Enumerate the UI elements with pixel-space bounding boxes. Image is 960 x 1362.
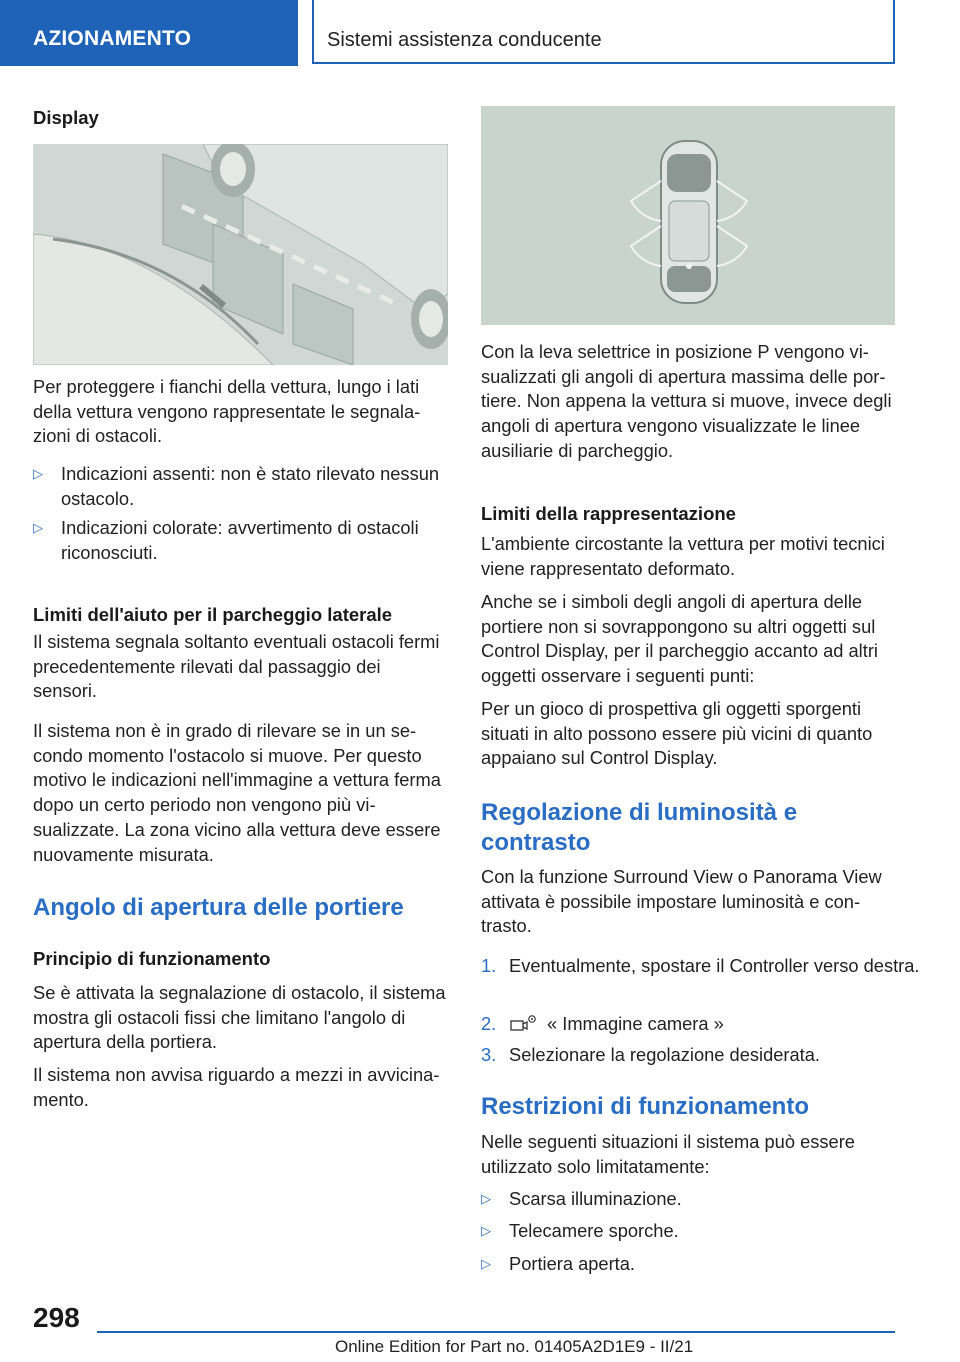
footer-divider [97, 1331, 895, 1333]
side-parking-limits-heading: Limiti dell'aiuto per il parcheggio laterale [33, 604, 393, 625]
display-paragraph: Per proteggere i fianchi della vettura, lungo i lati della vettura vengono rappresentate le segnalazioni di ostacoli. [33, 376, 421, 447]
bullet-item [33, 516, 476, 565]
side-parking-limits-paragraph: Il sistema segnala soltanto eventuali ostacoli fermi precedentemente rilevati dal passaggio dei sensori. [33, 631, 440, 702]
section-title: AZIONAMENTO [33, 27, 192, 50]
representation-limits-paragraph: L'ambiente circostante la vettura per motivi tecnici viene rappresentato deformato. [481, 533, 885, 579]
chapter-title: Sistemi assistenza conducente [327, 29, 602, 51]
triangle-right-icon: ▷ [33, 520, 43, 535]
triangle-right-icon: ▷ [481, 1191, 491, 1206]
brightness-contrast-paragraph: Con la funzione Surround View o Panorama View attivata è possibile impostare luminosità e contrasto. [481, 866, 882, 937]
camera-gear-icon [509, 1014, 539, 1032]
section-tab [0, 0, 298, 66]
bullet-text: Telecamere sporche. [509, 1220, 679, 1241]
side-parking-illustration [33, 144, 448, 365]
bullet-item [481, 1252, 924, 1277]
brightness-contrast-heading-line1: Regolazione di luminosità e [481, 799, 798, 826]
door-angle-illustration [481, 106, 895, 325]
door-angle-paragraph: Con la leva selettrice in posizione P vengono visualizzati gli angoli di apertura massima delle portiere. Non appena la vettura si muove, invece degli angoli di apertura vengono visualizzate le linee ausiliarie di parcheggio. [481, 341, 892, 461]
bullet-text: Scarsa illuminazione. [509, 1188, 682, 1209]
door-opening-angle-heading: Angolo di apertura delle portiere [33, 894, 404, 921]
step-number: 3. [481, 1044, 497, 1065]
step-item [481, 1043, 924, 1068]
bullet-text: Portiera aperta. [509, 1253, 636, 1274]
bullet-text: Indicazioni assenti: non è stato rilevato nessun ostacolo. [61, 463, 440, 509]
bullet-item [481, 1219, 924, 1244]
bullet-text: Indicazioni colorate: avvertimento di ostacoli riconosciuti. [61, 517, 419, 563]
operating-principle-paragraph: Se è attivata la segnalazione di ostacolo, il sistema mostra gli ostacoli fissi che limitano l'angolo di apertura della portiera. [33, 982, 446, 1053]
step-text: Eventualmente, spostare il Controller verso destra. [509, 955, 920, 976]
side-parking-limits-paragraph: Il sistema non è in grado di rilevare se in un secondo momento l'ostacolo si muove. Per questo motivo le indicazioni nell'immagine a vettura ferma dopo un certo periodo non vengono più visualizzate. La zona vicino alla vettura deve essere nuovamente misurata. [33, 720, 441, 865]
edition-footer: Online Edition for Part no. 01405A2D1E9 - II/21 [335, 1337, 694, 1356]
operating-principle-paragraph: Il sistema non avvisa riguardo a mezzi in avvicinamento. [33, 1064, 440, 1110]
car-top-view-icon [481, 106, 895, 325]
step-item [481, 954, 924, 979]
triangle-right-icon: ▷ [481, 1256, 491, 1271]
bullet-item [481, 1187, 924, 1212]
operating-restrictions-heading: Restrizioni di funzionamento [481, 1093, 809, 1120]
operating-restrictions-paragraph: Nelle seguenti situazioni il sistema può essere utilizzato solo limitatamente: [481, 1131, 855, 1177]
representation-limits-paragraph: Per un gioco di prospettiva gli oggetti sporgenti situati in alto possono essere più vicini di quanto appaiano sul Control Display. [481, 698, 873, 769]
side-parking-image-icon [33, 144, 448, 365]
triangle-right-icon: ▷ [481, 1223, 491, 1238]
representation-limits-paragraph: Anche se i simboli degli angoli di apertura delle portiere non si sovrappongono su altri oggetti sul Control Display, per il parcheggio accanto ad altri oggetti osservare i seguenti punti: [481, 591, 878, 687]
step-number: 1. [481, 955, 497, 976]
step-text: Selezionare la regolazione desiderata. [509, 1044, 820, 1065]
brightness-contrast-heading-line2: contrasto [481, 829, 591, 856]
display-heading: Display [33, 107, 99, 128]
operating-principle-heading: Principio di funzionamento [33, 948, 271, 969]
page-number: 298 [33, 1302, 80, 1333]
brightness-contrast-heading [481, 798, 896, 858]
representation-limits-heading: Limiti della rappresentazione [481, 503, 736, 524]
page-header [0, 0, 960, 66]
step-item [481, 1012, 924, 1037]
bullet-item [33, 462, 476, 511]
step-number: 2. [481, 1013, 497, 1034]
chapter-tab [312, 0, 895, 64]
step-text: « Immagine camera » [547, 1013, 724, 1034]
triangle-right-icon: ▷ [33, 466, 43, 481]
